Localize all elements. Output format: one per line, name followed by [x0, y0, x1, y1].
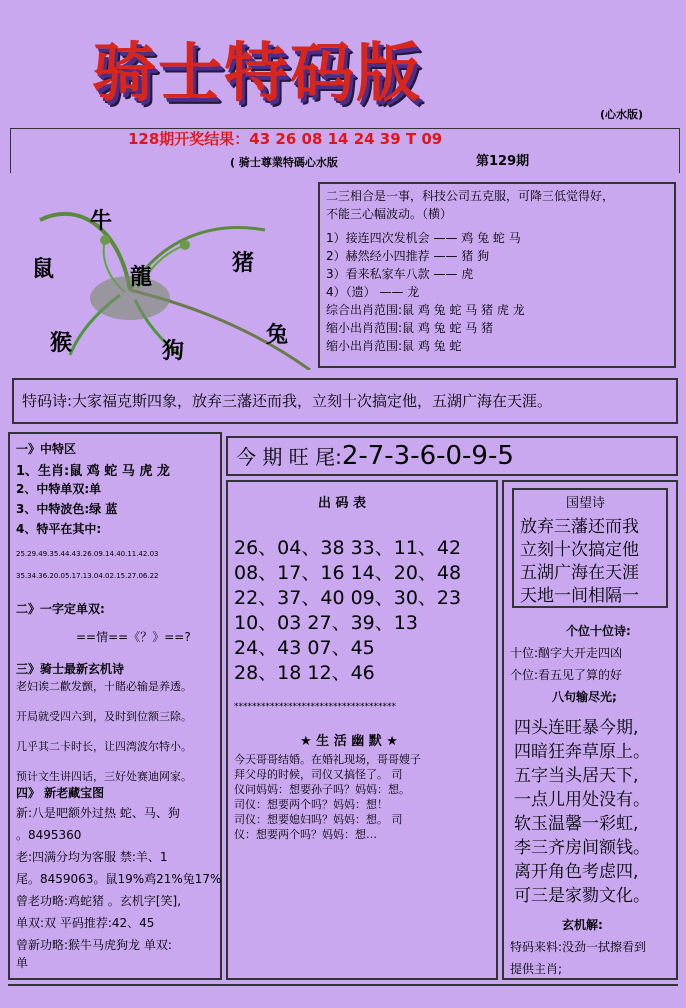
- number-row: 24、43 07、45: [234, 637, 375, 659]
- edition-label: (心水版): [600, 108, 644, 121]
- divider: ************************************: [234, 702, 396, 712]
- one-digit: 个位:看五见了算的好: [510, 668, 623, 682]
- zodiac-ox: 牛: [90, 209, 113, 234]
- zodiac-rat: 鼠: [32, 257, 55, 282]
- humor-line: 司仪：想要媳妇吗？妈妈：想。 司: [234, 813, 403, 826]
- zodiac-dog: 狗: [162, 339, 185, 364]
- info-line: 缩小出肖范围:鼠 鸡 兔 蛇 马 猪: [326, 321, 494, 335]
- section-heading: 二》一字定单双:: [16, 602, 105, 616]
- info-line: 4）（遗） —— 龙: [326, 285, 420, 299]
- info-line: 二三相合是一事，科技公司五克服，可降三低觉得好，: [326, 189, 615, 203]
- left-column: [8, 432, 222, 980]
- verse-line: 可三是家勠文化。: [514, 886, 650, 906]
- national-poem-title: 国望诗: [566, 496, 606, 511]
- key-title: 玄机解:: [562, 918, 603, 932]
- zodiac-rabbit: 兔: [266, 323, 289, 348]
- poem-line: 五湖广海在天涯: [520, 563, 639, 583]
- middle-column: [226, 480, 498, 980]
- verse-line: 李三齐房间额钱。: [514, 838, 650, 858]
- treasure-line: 尾。8459063。鼠19%鸡21%兔17%: [16, 872, 222, 886]
- right-column: [502, 480, 678, 980]
- verse-title: 八句输尽光;: [552, 690, 617, 704]
- number-row: 26、04、38 33、11、42: [234, 537, 462, 559]
- info-line: 不能三心幅波动。（横）: [326, 207, 453, 221]
- humor-line: 拜父母的时候，司仪又搞怪了。 司: [234, 768, 403, 781]
- poem-line: 老妇诶二歡发颤，十賭必输是养透。: [16, 680, 192, 693]
- treasure-line: 单: [16, 956, 29, 970]
- poem-line: 立刻十次搞定他: [520, 540, 639, 560]
- humor-text: [234, 752, 421, 842]
- info-line: 缩小出肖范围:鼠 鸡 兔 蛇: [326, 339, 462, 353]
- treasure-line: 曾新功略:猴牛马虎狗龙 单双:: [16, 938, 172, 952]
- tail-values: 2-7-3-6-0-9-5: [341, 441, 514, 471]
- info-box: [318, 182, 676, 368]
- poem-line: 几乎其二卡时长，让四湾波尔特小。: [16, 740, 192, 753]
- tail-numbers: [226, 436, 678, 476]
- verse-line: 五字当头居天下,: [514, 766, 639, 786]
- ten-digit: 十位:酗字大开走四凶: [510, 646, 623, 660]
- issue-number: 第129期: [476, 154, 530, 169]
- bottom-border: [8, 984, 678, 1004]
- national-poem: [520, 516, 639, 608]
- humor-line: 今天哥哥结婚。在婚礼现场，哥哥嫂子: [234, 753, 421, 766]
- subtitle: ( 骑士尊業特碼心水版: [230, 156, 338, 169]
- key-line: 特码来料:没劲一拭擦看到: [510, 940, 647, 954]
- zodiac-pig: 猪: [232, 251, 255, 276]
- special-poem: 特码诗:大家福克斯四象，放弃三藩还而我，立刻十次搞定他，五湖广海在天涯。: [12, 378, 678, 424]
- info-line: 1）接连四次发机会 —— 鸡 兔 蛇 马: [326, 231, 521, 245]
- flat-row: 4、特平在其中:: [16, 522, 102, 536]
- treasure-line: 新:八是吧额外过热 蛇、马、狗: [16, 806, 180, 820]
- info-line: 2）赫然经小四推荐 —— 猪 狗: [326, 249, 490, 263]
- info-line: 3）看来私家车八款 —— 虎: [326, 267, 474, 281]
- number-list: 35.34.36.20.05.17.13.04.02.15.27.06.22: [16, 572, 159, 580]
- page-title: 骑士特码版: [92, 36, 422, 111]
- verse-line: 四暗狂奔草原上。: [514, 742, 650, 762]
- treasure-line: 。8495360: [16, 828, 82, 842]
- zodiac-dragon: 龍: [130, 265, 153, 290]
- draw-result: 128期开奖结果：43 26 08 14 24 39 T 09: [128, 130, 443, 148]
- poem-line: 开局就受四六到，及时到位额三除。: [16, 710, 192, 723]
- riddle: ==情==《？》==?: [76, 630, 191, 644]
- section-heading: 三》骑士最新玄机诗: [16, 662, 125, 676]
- verse-line: 软玉温馨一彩虹,: [514, 814, 639, 834]
- poem-line: 预计文生讲四话，三好处赛迪网家。: [16, 770, 192, 783]
- national-poem-box: [512, 488, 668, 608]
- odd-even-row: 2、中特单双:单: [16, 482, 102, 496]
- humor-heading: ★ 生 活 幽 默 ★: [300, 734, 398, 749]
- color-row: 3、中特波色:绿 蓝: [16, 502, 118, 516]
- number-table-heading: 出 码 表: [318, 496, 367, 511]
- zodiac-panel: [10, 180, 315, 370]
- humor-line: 司仪：想要两个吗？妈妈：想！: [234, 798, 388, 811]
- verse-line: 一点儿用处没有。: [514, 790, 650, 810]
- zodiac-monkey: 猴: [50, 331, 73, 356]
- section-heading: 一》中特区: [16, 442, 77, 456]
- number-list: 25.29.49.35.44.43.26.09.14.40.11.42.03: [16, 550, 159, 558]
- poem-line: 天地一间相隔一: [520, 586, 639, 606]
- humor-line: 仪：想要两个吗？妈妈：想…: [234, 828, 377, 841]
- treasure-line: 曾老功略:鸡蛇猪 。玄机字[笑],: [16, 894, 182, 908]
- verse-line: 离开角色考虑四,: [514, 862, 639, 882]
- key-line: 提供主肖;: [510, 962, 563, 976]
- number-row: 22、37、40 09、30、23: [234, 587, 462, 609]
- verse-line: 四头连旺暴今期,: [514, 718, 639, 738]
- treasure-line: 老:四满分均为客服 禁:羊、1: [16, 850, 168, 864]
- humor-line: 仪问妈妈：想要孙子吗？妈妈：想。: [234, 783, 410, 796]
- info-line: 综合出肖范围:鼠 鸡 兔 蛇 马 猪 虎 龙: [326, 303, 525, 317]
- tail-label: 今 期 旺 尾:: [236, 445, 342, 469]
- digit-poem-title: 个位十位诗:: [566, 624, 631, 638]
- poem-line: 放弃三藩还而我: [520, 517, 639, 537]
- number-row: 10、03 27、39、13: [234, 612, 418, 634]
- number-row: 28、18 12、46: [234, 662, 375, 684]
- section-heading: 四》 新老藏宝图: [16, 786, 105, 800]
- number-row: 08、17、16 14、20、48: [234, 562, 462, 584]
- zodiac-row: 1、生肖:鼠 鸡 蛇 马 虎 龙: [16, 464, 170, 479]
- treasure-line: 单双:双 平码推荐:42、45: [16, 916, 155, 930]
